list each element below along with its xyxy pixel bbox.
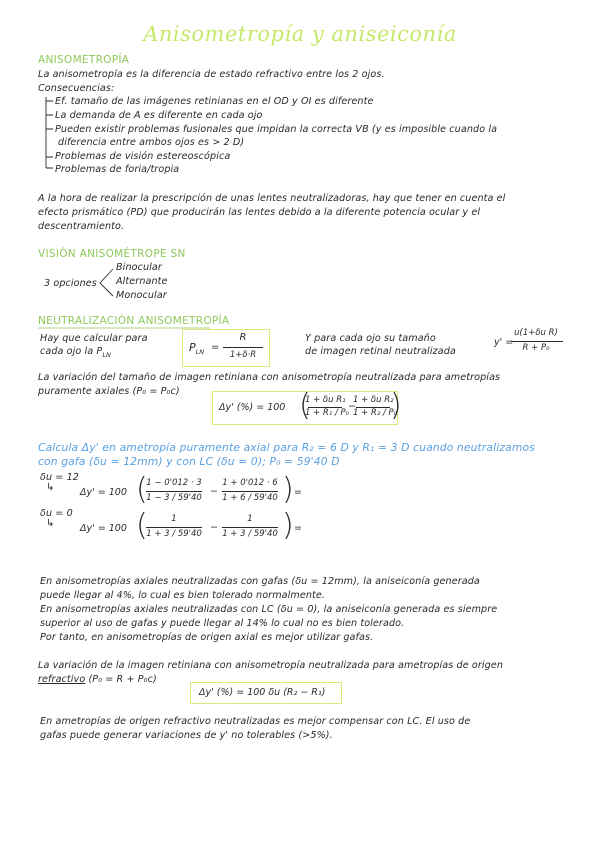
case1-n2: 1 + 0'012 · 6 bbox=[222, 478, 278, 488]
case1-arrow-icon: ↳ bbox=[46, 482, 55, 493]
case1-equals: = bbox=[294, 487, 302, 498]
formula-axial-d1: 1 + R₁ / P₀ bbox=[305, 408, 350, 418]
intro-line-1: La anisometropía es la diferencia de estado refractivo entre los 2 ojos. bbox=[38, 69, 385, 80]
open-paren: ( bbox=[136, 472, 148, 507]
final-line-2: gafas puede generar variaciones de y' no tolerables (>5%). bbox=[40, 730, 333, 741]
exercise-line-2: con gafa (δu = 12mm) y con LC (δu = 0); P₀ = 59'40 D bbox=[38, 455, 340, 468]
formula-y-lhs: y' = bbox=[494, 337, 514, 348]
open-paren: ( bbox=[136, 508, 148, 543]
paragraph-line-1: A la hora de realizar la prescripción de unas lentes neutralizadoras, hay que tener en cuenta el bbox=[38, 193, 506, 204]
fraction-line bbox=[223, 347, 263, 348]
case1-d2: 1 + 6 / 59'40 bbox=[222, 493, 278, 503]
option-binocular: Binocular bbox=[116, 262, 162, 273]
case2-arrow-icon: ↳ bbox=[46, 518, 55, 529]
fraction-line bbox=[222, 491, 278, 492]
refractive-line-1: La variación de la imagen retiniana con anisometropía neutralizada para ametropías de origen bbox=[38, 660, 504, 671]
fraction-line bbox=[511, 341, 563, 342]
exercise-line-1: Calcula Δy' en ametropía puramente axial para R₂ = 6 D y R₁ = 3 D cuando neutralizamos bbox=[38, 441, 535, 454]
neutralizacion-left-2: cada ojo la $P_{LN}$ bbox=[40, 346, 111, 359]
formula-axial-d2: 1 + R₂ / P₀ bbox=[353, 408, 398, 418]
bullet-2: La demanda de A es diferente en cada ojo bbox=[55, 110, 263, 121]
section-heading-vision: VISIÓN ANISOMÉTROPE SN bbox=[38, 248, 186, 260]
fraction-line bbox=[146, 491, 202, 492]
formula-axial-box bbox=[212, 388, 402, 425]
formula-axial-minus: − bbox=[348, 401, 356, 412]
formula-pln-lhs: $P_{LN}$ bbox=[189, 341, 205, 357]
case2-d2: 1 + 3 / 59'40 bbox=[222, 529, 278, 539]
section-heading-neutralizacion: NEUTRALIZACIÓN ANISOMETROPÍA bbox=[38, 315, 230, 327]
bullet-1: Ef. tamaño de las imágenes retinianas en el OD y OI es diferente bbox=[55, 96, 374, 107]
bullet-3-continued: diferencia entre ambos ojos es > 2 D) bbox=[58, 137, 245, 148]
formula-pln-box bbox=[182, 329, 270, 367]
refractive-line-2: refractivo (P₀ = R + P₀c) bbox=[38, 674, 157, 685]
conclusion-line-5: Por tanto, en anisometropías de origen axial es mejor utilizar gafas. bbox=[40, 632, 374, 643]
formula-axial-n1: 1 + δu R₁ bbox=[305, 395, 346, 405]
case2-label: δu = 0 bbox=[40, 508, 73, 519]
option-alternante: Alternante bbox=[116, 276, 168, 287]
conclusion-line-1: En anisometropías axiales neutralizadas con gafas (δu = 12mm), la aniseiconía generada bbox=[40, 576, 480, 587]
case1-minus: − bbox=[210, 486, 218, 497]
variation-line-2: puramente axiales (P₀ = P₀c) bbox=[38, 386, 180, 397]
formula-refractive-box bbox=[190, 682, 342, 704]
neutralizacion-mid-1: Y para cada ojo su tamaño bbox=[305, 333, 436, 344]
paragraph-line-2: efecto prismático (PD) que producirán las lentes debido a la diferente potencia ocular y el bbox=[38, 207, 481, 218]
close-paren: ) bbox=[282, 472, 294, 507]
option-monocular: Monocular bbox=[116, 290, 167, 301]
case1-n1: 1 − 0'012 · 3 bbox=[146, 478, 202, 488]
section-heading-anisometropia: ANISOMETROPÍA bbox=[38, 54, 130, 66]
final-line-1: En ametropías de origen refractivo neutralizadas es mejor compensar con LC. El uso de bbox=[40, 716, 471, 727]
conclusion-line-3: En anisometropías axiales neutralizadas con LC (δu = 0), la aniseiconía generada es siempre bbox=[40, 604, 498, 615]
fraction-line bbox=[222, 527, 278, 528]
formula-axial-lhs: Δy' (%) = 100 bbox=[219, 402, 286, 413]
formula-y-num: u(1+δu R) bbox=[514, 328, 558, 338]
formula-pln-num: R bbox=[239, 332, 247, 343]
close-paren: ) bbox=[282, 508, 294, 543]
neutralizacion-mid-2: de imagen retinal neutralizada bbox=[305, 346, 456, 357]
options-label: 3 opciones bbox=[44, 278, 97, 289]
formula-pln-den: 1+δ·R bbox=[229, 350, 257, 360]
case2-lhs: Δy' = 100 bbox=[80, 523, 127, 534]
open-paren: ( bbox=[299, 388, 311, 423]
formula-pln-eq: = bbox=[211, 342, 220, 353]
formula-axial-n2: 1 + δu R₂ bbox=[353, 395, 394, 405]
bullet-4: Problemas de visión estereoscópica bbox=[55, 151, 231, 162]
case2-equals: = bbox=[294, 523, 302, 534]
neutralizacion-left-1: Hay que calcular para bbox=[40, 333, 148, 344]
intro-line-2: Consecuencias: bbox=[38, 83, 115, 94]
case2-n1: 1 bbox=[171, 514, 177, 524]
case2-d1: 1 + 3 / 59'40 bbox=[146, 529, 202, 539]
formula-y-den: R + P₀ bbox=[522, 343, 550, 353]
case2-minus: − bbox=[210, 522, 218, 533]
bullet-5: Problemas de foria/tropia bbox=[55, 164, 180, 175]
bullet-3: Pueden existir problemas fusionales que impidan la correcta VB (y es imposible cuando la bbox=[55, 124, 498, 135]
formula-refractive: Δy' (%) = 100 δu (R₂ − R₁) bbox=[199, 687, 326, 698]
conclusion-line-4: superior al uso de gafas y puede llegar al 14% lo cual no es bien tolerado. bbox=[40, 618, 405, 629]
conclusion-line-2: puede llegar al 4%, lo cual es bien tolerado normalmente. bbox=[40, 590, 326, 601]
case1-d1: 1 − 3 / 59'40 bbox=[146, 493, 202, 503]
case1-lhs: Δy' = 100 bbox=[80, 487, 127, 498]
close-paren: ) bbox=[390, 388, 402, 423]
variation-line-1: La variación del tamaño de imagen retiniana con anisometropía neutralizada para ametropías bbox=[38, 372, 501, 383]
case2-n2: 1 bbox=[247, 514, 253, 524]
paragraph-line-3: descentramiento. bbox=[38, 221, 125, 232]
fraction-line bbox=[146, 527, 202, 528]
page-title: Anisometropía y aniseiconía bbox=[143, 22, 457, 46]
case1-label: δu = 12 bbox=[40, 472, 79, 483]
